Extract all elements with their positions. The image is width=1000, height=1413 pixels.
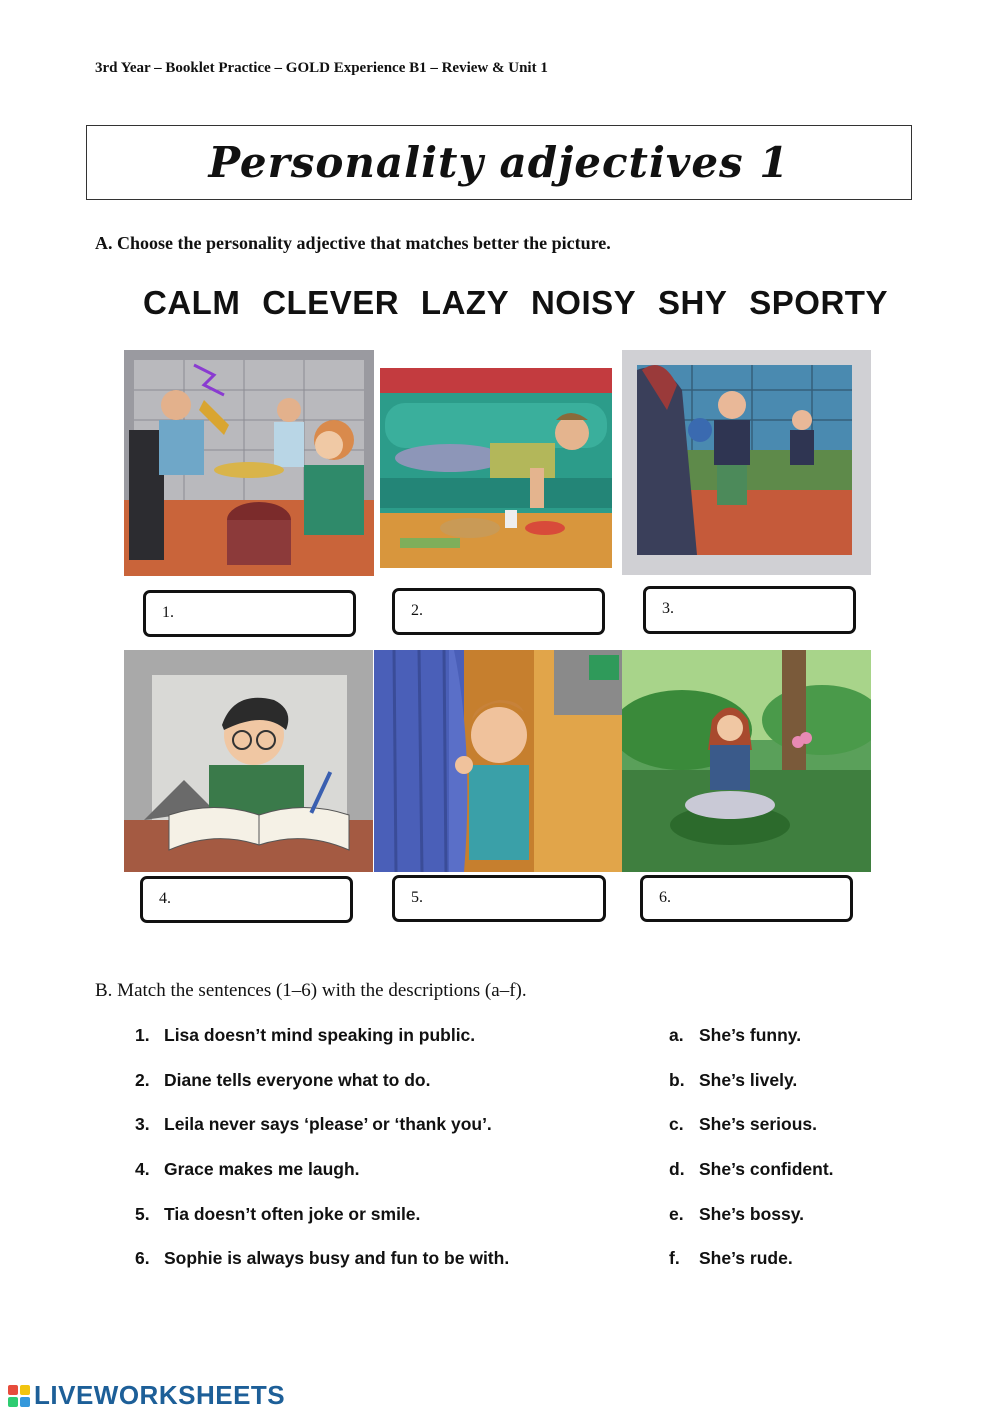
answer-label-3: 3. (662, 600, 674, 617)
description-text: She’s funny. (699, 1025, 802, 1045)
sentence-number: 2. (135, 1070, 150, 1090)
description-letter: c. (669, 1114, 684, 1134)
liveworksheets-logo-text: LIVEWORKSHEETS (34, 1380, 286, 1410)
liveworksheets-logo-icon (8, 1385, 30, 1407)
sentence-text: Leila never says ‘please’ or ‘thank you’. (164, 1114, 492, 1134)
band-playing-music-icon (124, 350, 374, 576)
description-text: She’s confident. (699, 1159, 834, 1179)
description-letter: f. (669, 1248, 680, 1268)
boy-lying-on-sofa-icon (380, 368, 612, 568)
description-text: She’s rude. (699, 1248, 793, 1268)
sentence-number: 6. (135, 1248, 150, 1268)
description-letter: d. (669, 1159, 685, 1179)
word-clever: CLEVER (262, 284, 400, 321)
description-letter: e. (669, 1204, 684, 1224)
answer-box-1[interactable] (143, 590, 356, 637)
boy-studying-book-icon (124, 650, 373, 872)
answer-box-4[interactable] (140, 876, 353, 923)
description-letter: b. (669, 1070, 685, 1090)
answer-label-6: 6. (659, 889, 671, 906)
sentence-number: 3. (135, 1114, 150, 1134)
answer-label-2: 2. (411, 602, 423, 619)
sentence-text: Lisa doesn’t mind speaking in public. (164, 1025, 476, 1045)
answer-box-6[interactable] (640, 875, 853, 922)
sentence-text: Tia doesn’t often joke or smile. (164, 1204, 421, 1224)
sentence-number: 5. (135, 1204, 150, 1224)
page-header: 3rd Year – Booklet Practice – GOLD Experience B1 – Review & Unit 1 (95, 60, 548, 76)
word-sporty: SPORTY (749, 284, 888, 321)
page-title: Personality adjectives 1 (208, 138, 790, 187)
sentence-text: Grace makes me laugh. (164, 1159, 360, 1179)
description-text: She’s serious. (699, 1114, 818, 1134)
answer-label-5: 5. (411, 889, 423, 906)
answer-label-1: 1. (162, 604, 174, 621)
boy-hiding-behind-curtain-icon (374, 650, 622, 872)
answer-label-4: 4. (159, 890, 171, 907)
word-lazy: LAZY (420, 284, 510, 321)
word-calm: CALM (143, 284, 241, 321)
answer-box-2[interactable] (392, 588, 605, 635)
sentence-number: 1. (135, 1025, 150, 1045)
footer-logo[interactable] (8, 1380, 285, 1411)
section-b-instruction: B. Match the sentences (1–6) with the descriptions (a–f). (95, 980, 527, 1001)
word-shy: SHY (658, 284, 728, 321)
answer-box-5[interactable] (392, 875, 606, 922)
description-letter: a. (669, 1025, 684, 1045)
sentence-text: Diane tells everyone what to do. (164, 1070, 431, 1090)
description-text: She’s lively. (699, 1070, 798, 1090)
kids-playing-ball-icon (622, 350, 871, 575)
girl-meditating-in-park-icon (622, 650, 871, 872)
sentence-number: 4. (135, 1159, 150, 1179)
word-bank (143, 284, 888, 322)
word-noisy: NOISY (530, 284, 637, 321)
section-a-instruction: A. Choose the personality adjective that matches better the picture. (95, 233, 611, 253)
sentence-text: Sophie is always busy and fun to be with. (164, 1248, 510, 1268)
answer-box-3[interactable] (643, 586, 856, 634)
title-box (86, 125, 912, 200)
description-text: She’s bossy. (699, 1204, 805, 1224)
